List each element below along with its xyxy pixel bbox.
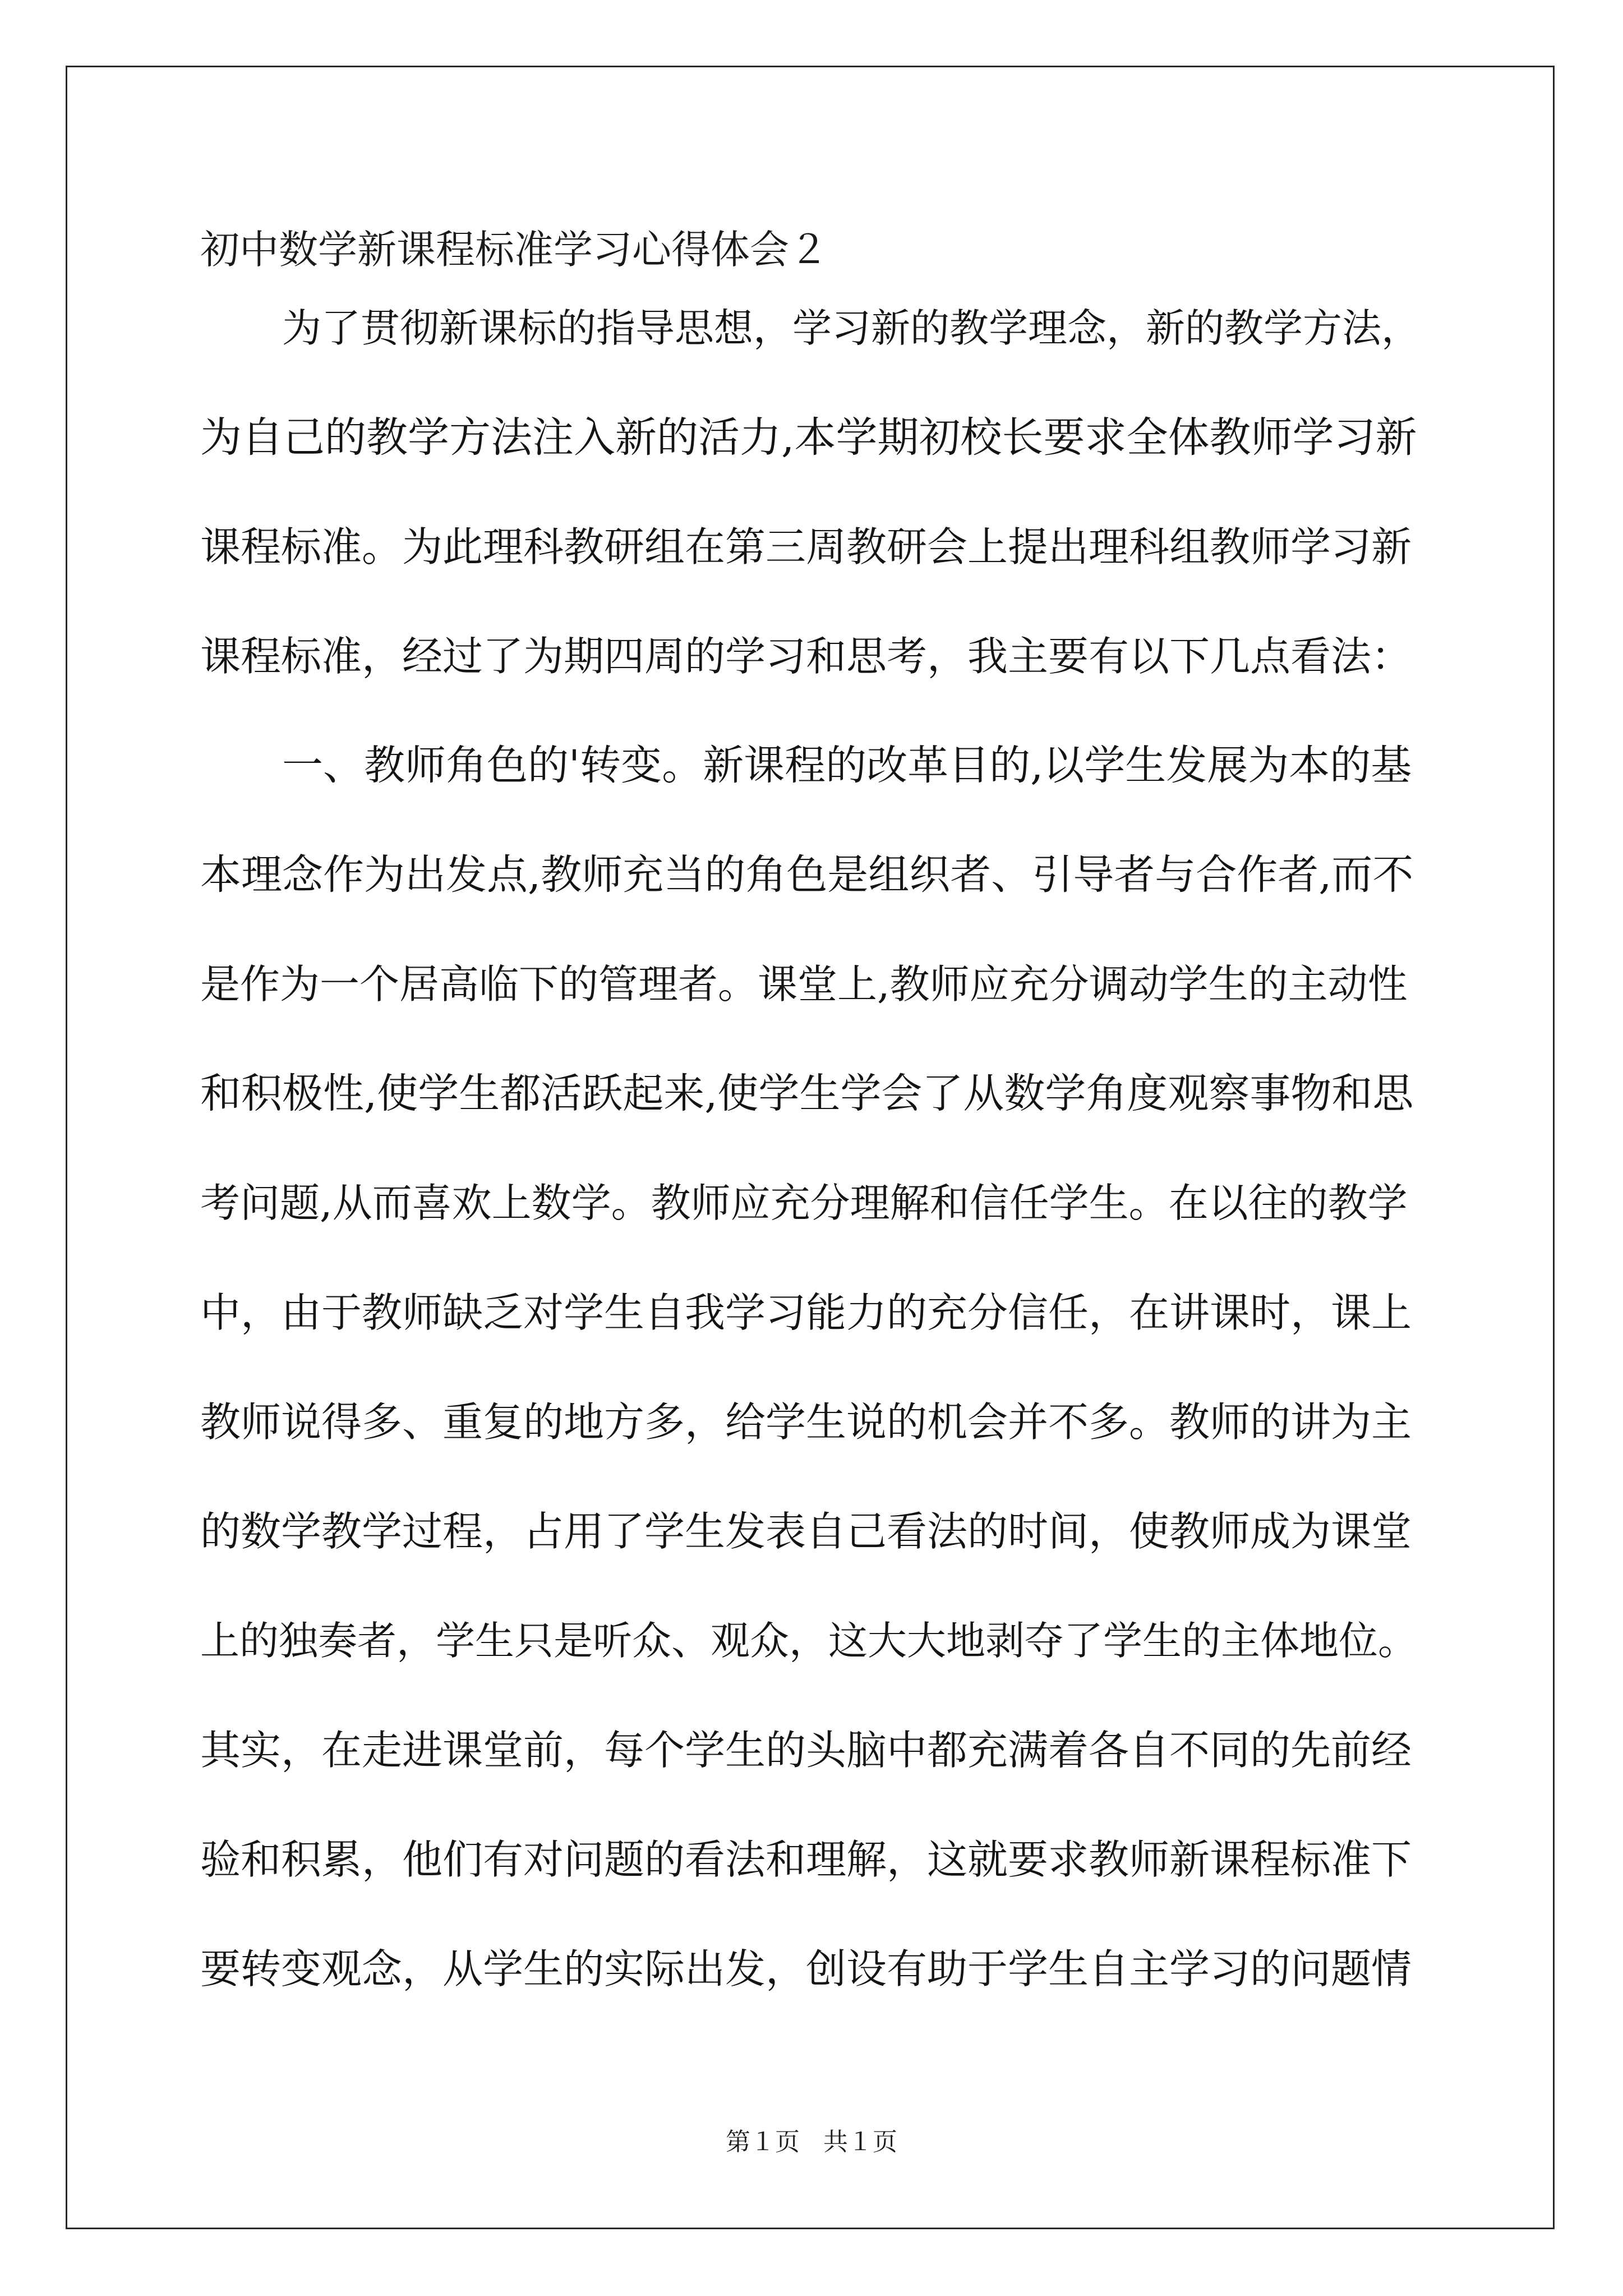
paragraph-2-line-5: 考问题,从而喜欢上数学。教师应充分理解和信任学生。在以往的教学 [200,1180,1408,1226]
paragraph-2-line-1: 一、教师角色的'转变。新课程的改革目的,以学生发展为本的基 [282,742,1412,789]
page-border [66,66,1555,2229]
paragraph-1-line-3: 课程标准。为此理科教研组在第三周教研会上提出理科组教师学习新 [200,523,1412,570]
paragraph-2-line-3: 是作为一个居高临下的管理者。课堂上,教师应充分调动学生的主动性 [200,961,1408,1007]
paragraph-2-line-2: 本理念作为出发点,教师充当的角色是组织者、引导者与合作者,而不 [200,851,1414,899]
paragraph-2-line-7: 教师说得多、重复的地方多，给学生说的机会并不多。教师的讲为主 [200,1398,1412,1446]
paragraph-1-line-2: 为自己的教学方法注入新的活力,本学期初校长要求全体教师学习新 [200,413,1417,462]
paragraph-1-line-1: 为了贯彻新课标的指导思想，学习新的教学理念，新的教学方法， [282,305,1421,351]
page-footer: 第１页 共１页 [726,2128,897,2156]
document-title: 初中数学新课程标准学习心得体会２ [200,227,828,273]
paragraph-2-line-8: 的数学教学过程，占用了学生发表自己看法的时间，使教师成为课堂 [200,1508,1412,1555]
paragraph-2-line-4: 和积极性,使学生都活跃起来,使学生学会了从数学角度观察事物和思 [200,1070,1414,1117]
paragraph-2-line-10: 其实，在走进课堂前，每个学生的头脑中都充满着各自不同的先前经 [200,1727,1412,1774]
paragraph-2-line-6: 中，由于教师缺乏对学生自我学习能力的充分信任，在讲课时，课上 [200,1289,1412,1336]
paragraph-1-line-4: 课程标准，经过了为期四周的学习和思考，我主要有以下几点看法： [200,633,1412,680]
paragraph-2-line-11: 验和积累，他们有对问题的看法和理解，这就要求教师新课程标准下 [200,1836,1412,1883]
paragraph-2-line-9: 上的独奏者，学生只是听众、观众，这大大地剥夺了学生的主体地位。 [200,1618,1417,1664]
paragraph-2-line-12: 要转变观念，从学生的实际出发，创设有助于学生自主学习的问题情 [200,1945,1412,1993]
